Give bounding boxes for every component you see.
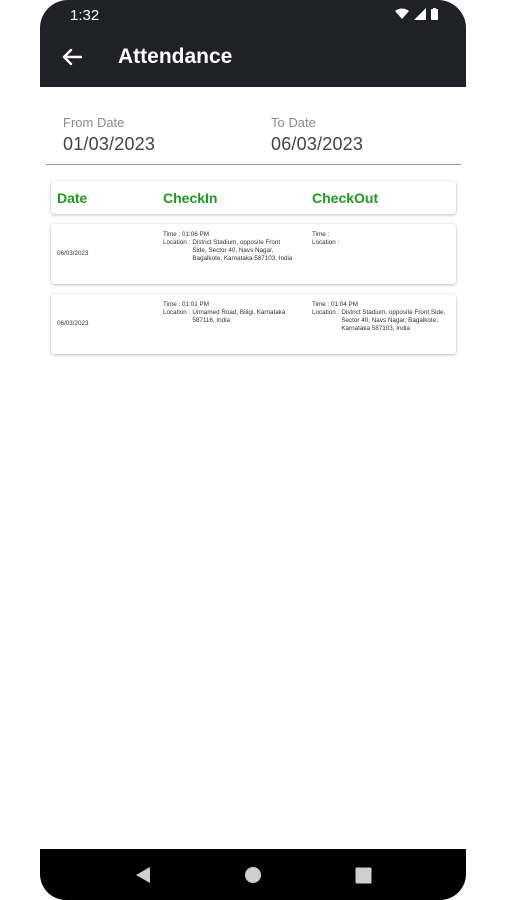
checkout-time: Time : xyxy=(312,231,330,238)
checkout-location: District Stadium, opposite Front Side, Sector 40, Navs Nagar, Bagalkote, Karnataka 587103, India xyxy=(341,309,446,332)
to-date-label: To Date xyxy=(271,115,316,130)
signal-icon xyxy=(414,8,426,20)
checkin-time: Time : 01:01 PM xyxy=(163,301,209,308)
page-title: Attendance xyxy=(118,45,233,68)
row-date: 06/03/2023 xyxy=(57,250,89,257)
checkin-location: Unnamed Road, Biligi, Karnataka 587116, India xyxy=(192,309,286,324)
checkout-location-label: Location : xyxy=(312,309,340,316)
checkout-cell xyxy=(312,231,447,247)
checkout-location-label: Location : xyxy=(312,239,340,246)
checkin-cell xyxy=(163,301,295,325)
circle-home-icon xyxy=(244,866,262,884)
checkout-cell xyxy=(312,301,447,333)
from-date-label: From Date xyxy=(63,115,125,130)
nav-recents-button[interactable] xyxy=(350,862,376,888)
checkin-location-label: Location : xyxy=(163,309,191,316)
back-button[interactable] xyxy=(58,43,86,71)
date-divider xyxy=(46,164,461,165)
battery-icon xyxy=(431,8,438,20)
wifi-icon xyxy=(395,8,409,20)
from-date-value: 01/03/2023 xyxy=(63,134,156,154)
checkout-time: Time : 01:04 PM xyxy=(312,301,358,308)
checkin-time: Time : 01:06 PM xyxy=(163,231,209,238)
header-date: Date xyxy=(57,190,88,206)
system-nav-bar xyxy=(40,849,466,900)
to-date-value: 06/03/2023 xyxy=(271,134,364,154)
app-bar xyxy=(40,0,466,87)
nav-home-button[interactable] xyxy=(240,862,266,888)
checkout-location xyxy=(339,239,341,247)
from-date-field[interactable] xyxy=(63,115,155,155)
header-checkin: CheckIn xyxy=(163,190,218,206)
table-row[interactable] xyxy=(51,294,456,354)
status-time: 1:32 xyxy=(70,7,100,24)
nav-back-button[interactable] xyxy=(130,862,156,888)
checkin-cell xyxy=(163,231,295,263)
triangle-back-icon xyxy=(135,866,151,884)
status-icons xyxy=(395,8,438,20)
table-row[interactable] xyxy=(51,224,456,284)
checkin-location-label: Location : xyxy=(163,239,191,246)
header-checkout: CheckOut xyxy=(312,190,379,206)
table-header xyxy=(51,181,456,214)
square-recents-icon xyxy=(355,867,372,884)
to-date-field[interactable] xyxy=(271,115,363,155)
row-date: 06/03/2023 xyxy=(57,320,89,327)
phone-screen xyxy=(40,0,466,900)
checkin-location: District Stadium, opposite Front Side, Sector 40, Navs Nagar, Bagalkote, Karnataka 587103, India xyxy=(192,239,293,262)
arrow-left-icon xyxy=(62,48,82,66)
